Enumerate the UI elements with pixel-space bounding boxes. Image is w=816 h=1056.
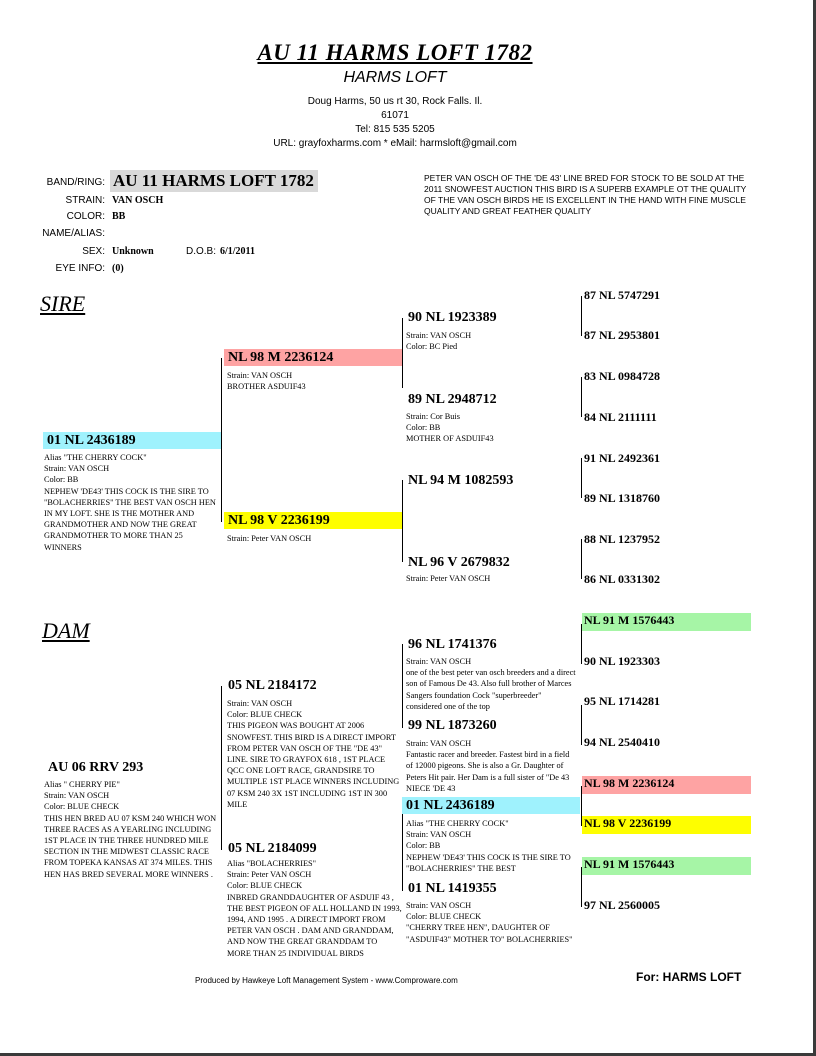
g4-bracket-3	[581, 458, 582, 498]
dam-sire-band: 05 NL 2184172	[228, 678, 317, 693]
loft-name: HARMS LOFT	[343, 69, 447, 86]
ddd-strain: Strain: VAN OSCH	[406, 901, 472, 910]
ssd-info	[406, 411, 578, 445]
address-line-1: Doug Harms, 50 us rt 30, Rock Falls. Il.	[307, 96, 483, 107]
dam-dam-alias: Alias "BOLACHERRIES"	[227, 859, 317, 868]
color-value: BB	[112, 211, 126, 222]
sire-g4-2: 87 NL 2953801	[584, 328, 661, 342]
ddd-info	[406, 900, 578, 945]
dam-g4-7: NL 91 M 1576443	[582, 857, 751, 875]
dam-g4-3: 95 NL 1714281	[584, 694, 661, 708]
ddd-notes: "CHERRY TREE HEN", DAUGHTER OF "ASDUIF43" MOTHER TO" BOLACHERRIES"	[406, 923, 573, 944]
dam-dam-strain: Strain: Peter VAN OSCH	[227, 870, 312, 880]
eye-info-value: (0)	[112, 263, 124, 274]
for-loft-label: For: HARMS LOFT	[636, 970, 742, 984]
dam-band: AU 06 RRV 293	[48, 760, 144, 775]
sdd-strain: Strain: Peter VAN OSCH	[406, 574, 491, 583]
dds-info	[406, 818, 578, 876]
sire-strain: Strain: VAN OSCH	[44, 464, 110, 474]
sss-color: Color: BC Pied	[406, 342, 458, 352]
dds-strain: Strain: VAN OSCH	[406, 830, 472, 840]
sire-alias: Alias "THE CHERRY COCK"	[44, 453, 147, 462]
page-title: AU 11 HARMS LOFT 1782	[257, 40, 533, 65]
dsd-band: 99 NL 1873260	[408, 718, 497, 733]
web-email-line: URL: grayfoxharms.com * eMail: harmsloft@gmail.com	[273, 138, 517, 149]
g4-bracket-1	[581, 296, 582, 336]
sire-g4-1: 87 NL 5747291	[584, 288, 661, 302]
band-label: BAND/RING:	[46, 177, 105, 188]
sire-info	[44, 452, 222, 553]
sire-dam-info	[227, 533, 402, 544]
address-line-2: 61071	[381, 110, 409, 121]
sire-sire-band: NL 98 M 2236124	[224, 349, 402, 366]
ssd-band: 89 NL 2948712	[408, 392, 497, 407]
sire-color: Color: BB	[44, 475, 79, 485]
sire-g4-4: 84 NL 2111111	[584, 410, 657, 424]
sds-band: NL 94 M 1082593	[408, 473, 514, 488]
dob-value: 6/1/2011	[220, 246, 256, 257]
ssd-strain: Strain: Cor Buis	[406, 412, 460, 421]
sire-g4-6: 89 NL 1318760	[584, 491, 661, 505]
name-alias-label: NAME/ALIAS:	[42, 228, 105, 239]
sire-bracket	[221, 358, 222, 522]
strain-value: VAN OSCH	[112, 195, 164, 206]
sss-info	[406, 330, 578, 352]
color-label: COLOR:	[66, 211, 105, 222]
produced-by-footer: Produced by Hawkeye Loft Management System - www.Comproware.com	[195, 976, 458, 985]
ss-bracket	[402, 318, 403, 388]
sire-g4-7: 88 NL 1237952	[584, 532, 661, 546]
dam-color: Color: BLUE CHECK	[44, 802, 120, 812]
dam-dam-info	[227, 858, 402, 974]
dam-bracket	[221, 686, 222, 850]
dam-g4-2: 90 NL 1923303	[584, 654, 661, 668]
dss-info	[406, 656, 578, 714]
dss-band: 96 NL 1741376	[408, 637, 497, 652]
sire-g4-8: 86 NL 0331302	[584, 572, 661, 586]
dam-sire-notes: THIS PIGEON WAS BOUGHT AT 2006 SNOWFEST. THIS BIRD IS A DIRECT IMPORT FROM PETER VAN OSCH OF THE "DE 43" LINE. SIRE TO GRAYFOX 618 , 1ST PLACE QCC ONE LOFT RACE, GRANDSIRE TO MULTIPLE 1ST PLACE WINNERS INCLUDING 07 KSM 240 3X 1ST INCLUDING 1ST IN 300 MILE	[227, 721, 400, 809]
dds-band: 01 NL 2436189	[402, 797, 580, 814]
sex-label: SEX:	[82, 246, 105, 257]
sire-dam-strain: Strain: Peter VAN OSCH	[227, 534, 312, 543]
dam-sire-info	[227, 698, 402, 810]
sss-strain: Strain: VAN OSCH	[406, 331, 472, 340]
dam-g4-5: NL 98 M 2236124	[582, 776, 751, 794]
dds-notes: NEPHEW 'DE43' THIS COCK IS THE SIRE TO "BOLACHERRIES" THE BEST	[406, 852, 571, 873]
dsd-strain: Strain: VAN OSCH	[406, 739, 472, 748]
phone-line: Tel: 815 535 5205	[355, 124, 435, 135]
dsd-info	[406, 738, 578, 796]
dd-bracket	[402, 807, 403, 891]
dam-g4-6: NL 98 V 2236199	[582, 816, 751, 834]
dam-dam-notes: INBRED GRANDDAUGHTER OF ASDUIF 43 , THE BEST PIGEON OF ALL HOLLAND IN 1993, 1994, AND 1995 . A DIRECT IMPORT FROM PETER VAN OSCH . DAM AND GRANDDAM, AND NOW THE GREAT GRANDDAM TO MORE THAN 25 INDIVIDUAL BIRDS	[227, 892, 402, 958]
ssd-notes: MOTHER OF ASDUIF43	[406, 434, 494, 444]
g4-bracket-6	[581, 705, 582, 745]
ddd-band: 01 NL 1419355	[408, 881, 497, 896]
dam-sire-color: Color: BLUE CHECK	[227, 710, 303, 720]
dam-g4-4: 94 NL 2540410	[584, 735, 661, 749]
sdd-info	[406, 573, 578, 584]
sire-sire-notes: BROTHER ASDUIF43	[227, 382, 306, 392]
dds-color: Color: BB	[406, 841, 441, 851]
band-value: AU 11 HARMS LOFT 1782	[110, 170, 318, 192]
dam-alias: Alias " CHERRY PIE"	[44, 780, 120, 789]
sire-g4-3: 83 NL 0984728	[584, 369, 661, 383]
dam-sire-strain: Strain: VAN OSCH	[227, 699, 293, 708]
sire-sire-info	[227, 370, 402, 392]
dam-section-label: DAM	[42, 618, 90, 643]
sire-dam-band: NL 98 V 2236199	[224, 512, 402, 529]
ddd-color: Color: BLUE CHECK	[406, 912, 482, 922]
dam-g4-8: 97 NL 2560005	[584, 898, 661, 912]
dsd-notes: Fantastic racer and breeder. Fastest bird in a field of 12000 pigeons. She is also a Gr. Daughter of Peters Hit pair. Her Dam is a full sister of "De 43 NIECE 'DE 43	[406, 750, 570, 793]
dss-strain: Strain: VAN OSCH	[406, 657, 472, 666]
sire-g4-5: 91 NL 2492361	[584, 451, 661, 465]
ds-bracket	[402, 644, 403, 728]
sex-value: Unknown	[112, 246, 154, 257]
dob-label: D.O.B:	[186, 246, 217, 257]
ssd-color: Color: BB	[406, 423, 441, 433]
dam-notes: THIS HEN BRED AU 07 KSM 240 WHICH WON THREE RACES AS A YEARLING INCLUDING 1ST PLACE IN THE THREE HUNDRED MILE SECTION IN THE MIDWEST CLASSIC RACE FROM TOPEKA KANSAS AT 374 MILES. THIS HEN HAS BRED SEVERAL MORE WINNERS .	[44, 813, 217, 879]
dam-strain: Strain: VAN OSCH	[44, 791, 110, 801]
sd-bracket	[402, 480, 403, 562]
sire-section-label: SIRE	[40, 291, 86, 316]
bird-description: PETER VAN OSCH OF THE 'DE 43' LINE BRED FOR STOCK TO BE SOLD AT THE 2011 SNOWFEST AUCTION THIS BIRD IS A SUPERB EXAMPLE OT THE QUALITY OF THE VAN OSCH BIRDS HE IS EXCELLENT IN THE HAND WITH FINE MUSCLE QUALITY AND GREAT FEATHER QUALITY	[424, 173, 747, 216]
dam-info	[44, 779, 222, 880]
strain-label: STRAIN:	[65, 195, 105, 206]
sdd-band: NL 96 V 2679832	[408, 555, 510, 570]
sss-band: 90 NL 1923389	[408, 310, 497, 325]
sire-band: 01 NL 2436189	[43, 432, 221, 449]
g4-bracket-2	[581, 377, 582, 417]
g4-bracket-4	[581, 539, 582, 579]
eye-info-label: EYE INFO:	[55, 263, 105, 274]
dam-dam-band: 05 NL 2184099	[228, 841, 317, 856]
dds-alias: Alias "THE CHERRY COCK"	[406, 819, 509, 828]
sire-notes: NEPHEW 'DE43' THIS COCK IS THE SIRE TO "BOLACHERRIES" THE BEST VAN OSCH HEN IN MY LOFT. SHE IS THE MOTHER AND GRANDMOTHER AND NOW THE GREAT GRANDMOTHER TO MORE THAN 25 WINNERS	[44, 486, 216, 552]
dam-g4-1: NL 91 M 1576443	[582, 613, 751, 631]
dam-dam-color: Color: BLUE CHECK	[227, 881, 303, 891]
sire-sire-strain: Strain: VAN OSCH	[227, 371, 293, 380]
dss-notes: one of the best peter van osch breeders and a direct son of Famous De 43. Also full brother of Marces Sangers foundation Cock "superbreeder" considered one of the top	[406, 668, 576, 711]
